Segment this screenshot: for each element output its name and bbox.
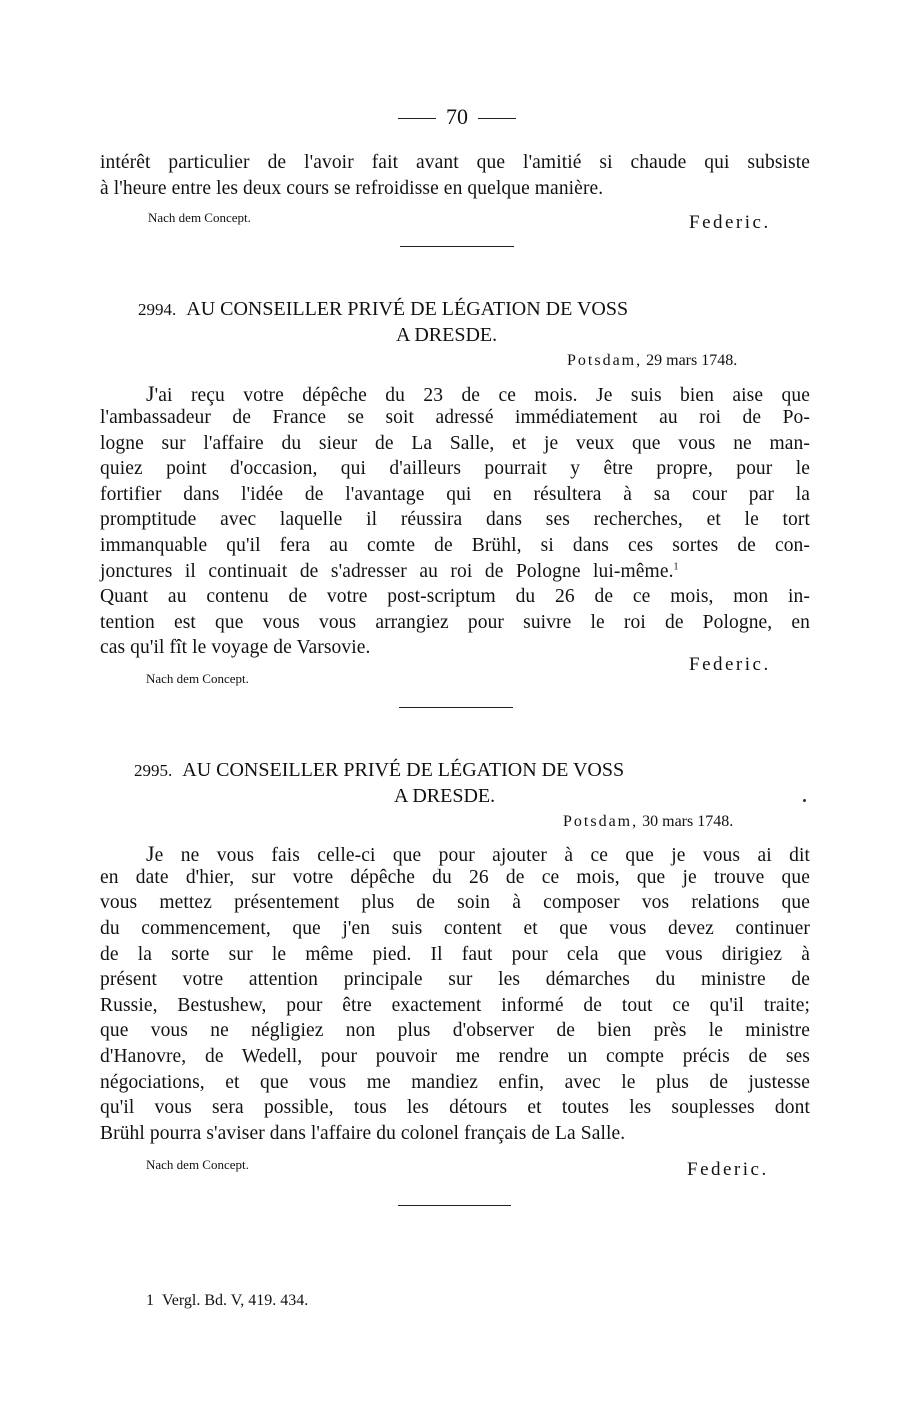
page-number [0, 104, 900, 130]
section-divider [399, 707, 513, 708]
letter-2995-line-5: de la sorte sur le même pied. Il faut pour cela que vous dirigiez à [100, 944, 810, 965]
letter-2994-date-day: 29 mars 1748. [646, 352, 738, 369]
footnote-marker: 1 [673, 561, 679, 573]
letter-2995-line-7: Russie, Bestushew, pour être exactement informé de tout ce qu'il traite; [100, 995, 810, 1016]
letter-2994-date [567, 352, 737, 370]
letter-2994-line-10: tention est que vous vous arrangiez pour suivre le roi de Pologne, en [100, 612, 810, 633]
opening-source-note: Nach dem Concept. [148, 210, 251, 225]
letter-2995-line-6: présent votre attention principale sur les démarches du ministre de [100, 969, 810, 990]
footnote-number: 1 [146, 1292, 154, 1309]
opening-line-2: à l'heure entre les deux cours se refroidisse en quelque manière. [100, 178, 604, 199]
letter-2994-source-note: Nach dem Concept. [146, 671, 249, 686]
letter-2994-line-5: fortifier dans l'idée de l'avantage qui en résultera à sa cour par la [100, 484, 810, 505]
letter-2994-signature: Federic. [689, 654, 771, 675]
letter-2994-line-2: l'ambassadeur de France se soit adressé immédiatement au roi de Po- [100, 407, 810, 428]
letter-2994-line-7: immanquable qu'il fera au comte de Brühl, si dans ces sortes de con- [100, 535, 810, 556]
letter-2995-signature: Federic. [687, 1159, 769, 1180]
letter-2994-number: 2994. [138, 300, 177, 319]
letter-2995-source-note: Nach dem Concept. [146, 1157, 249, 1172]
letter-2995-location: A DRESDE. [394, 785, 496, 807]
section-divider [400, 246, 514, 247]
letter-2995-date-day: 30 mars 1748. [642, 813, 734, 830]
letter-2995-line-2: en date d'hier, sur votre dépêche du 26 de ce mois, que je trouve que [100, 867, 810, 888]
letter-2995-recipient: AU CONSEILLER PRIVÉ DE LÉGATION DE VOSS [182, 759, 625, 781]
footnote-text: Vergl. Bd. V, 419. 434. [162, 1292, 309, 1309]
section-divider [398, 1205, 511, 1206]
letter-2994-line-3: logne sur l'affaire du sieur de La Salle, et je veux que vous ne man- [100, 433, 810, 454]
letter-2995-line-8: que vous ne négligiez non plus d'observer de bien près le ministre [100, 1020, 810, 1041]
letter-2994-dropcap: J [146, 381, 155, 406]
letter-2994-recipient: AU CONSEILLER PRIVÉ DE LÉGATION DE VOSS [186, 298, 629, 320]
letter-2994-line-8-text: jonctures il continuait de s'adresser au roi de Pologne lui-même. [100, 561, 674, 582]
letter-2995-heading [134, 759, 624, 782]
letter-2994-location: A DRESDE. [396, 324, 498, 346]
letter-2995-line-10: négociations, et que vous me mandiez enfin, avec le plus de justesse [100, 1072, 810, 1093]
letter-2994-line-8 [100, 561, 800, 583]
letter-2994-line-11: cas qu'il fît le voyage de Varsovie. [100, 637, 371, 658]
letter-2995-first-line-text: e ne vous fais celle-ci que pour ajouter à ce que je vous ai dit [154, 845, 810, 866]
letter-2995-line-9: d'Hanovre, de Wedell, pour pouvoir me rendre un compte précis de ses [100, 1046, 810, 1067]
letter-2995-first-line [146, 841, 810, 867]
letter-2995-line-3: vous mettez présentement plus de soin à composer vos relations que [100, 892, 810, 913]
letter-2995-line-12: Brühl pourra s'aviser dans l'affaire du colonel français de La Salle. [100, 1123, 626, 1144]
page-number-value: 70 [446, 104, 468, 129]
letter-2994-heading [138, 298, 628, 321]
page-number-dash-left [398, 118, 436, 119]
letter-2994-line-9: Quant au contenu de votre post-scriptum du 26 de ce mois, mon in- [100, 586, 810, 607]
footnote [146, 1292, 308, 1310]
letter-2995-date-place: Potsdam, [563, 813, 639, 830]
letter-2994-first-line [146, 381, 810, 407]
letter-2995-line-11: qu'il vous sera possible, tous les détours et toutes les souplesses dont [100, 1097, 810, 1118]
letter-2995-line-4: du commencement, que j'en suis content et que vous devez continuer [100, 918, 810, 939]
opening-line-1: intérêt particulier de l'avoir fait avant que l'amitié si chaude qui subsiste [100, 152, 810, 173]
letter-2994-first-line-text: 'ai reçu votre dépêche du 23 de ce mois. Je suis bien aise que [154, 385, 810, 406]
letter-2995-date [563, 813, 733, 831]
letter-2994-date-place: Potsdam, [567, 352, 643, 369]
ink-speck [803, 799, 806, 802]
letter-2995-number: 2995. [134, 761, 173, 780]
page-number-dash-right [478, 118, 516, 119]
letter-2995-dropcap: J [146, 841, 155, 866]
letter-2994-line-4: quiez point d'occasion, qui d'ailleurs pourrait y être propre, pour le [100, 458, 810, 479]
opening-signature: Federic. [689, 212, 771, 233]
letter-2994-line-6: promptitude avec laquelle il réussira dans ses recherches, et le tort [100, 509, 810, 530]
